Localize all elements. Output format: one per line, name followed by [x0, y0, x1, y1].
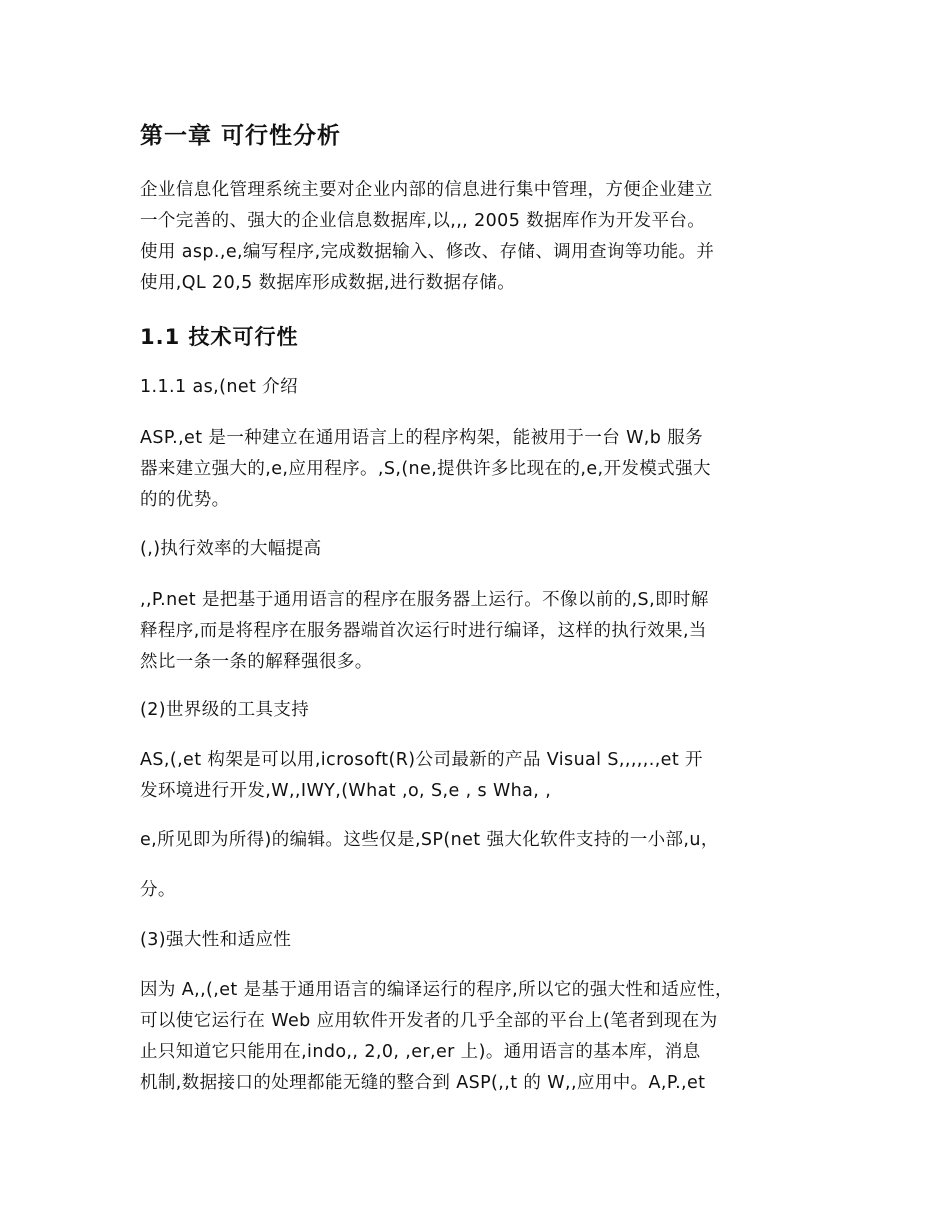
- intro-paragraph: [140, 175, 830, 299]
- text-line: AS,(,et 构架是可以用,icrosoft(R)公司最新的产品 Visual S,,,,,.,et 开: [140, 750, 703, 770]
- point2-continuation-end: 分。: [140, 880, 176, 900]
- text-line: 止只知道它只能用在,indo,, 2,0, ,er,er 上)。通用语言的基本库，消息: [140, 1042, 701, 1062]
- text-line: 发环境进行开发,W,,IWY,(What ,o, S,e , s Wha, ,: [140, 781, 552, 801]
- text-line: 器来建立强大的,e,应用程序。,S,(ne,提供许多比现在的,e,开发模式强大: [140, 459, 711, 479]
- chapter-title: 第一章 可行性分析: [140, 123, 342, 149]
- text-line: 然比一条一条的解释强很多。: [140, 652, 373, 672]
- point2-continuation: e,所见即为所得)的编辑。这些仅是,SP(net 强大化软件支持的一小部,u，: [140, 830, 719, 850]
- text-line: ASP.,et 是一种建立在通用语言上的程序构架，能被用于一台 W,b 服务: [140, 428, 704, 448]
- text-line: 可以使它运行在 Web 应用软件开发者的几乎全部的平台上(笔者到现在为: [140, 1011, 718, 1031]
- text-line: 释程序,而是将程序在服务器端首次运行时进行编译，这样的执行效果,当: [140, 621, 707, 641]
- text-line: 的的优势。: [140, 490, 230, 510]
- text-line: ,,P.net 是把基于通用语言的程序在服务器上运行。不像以前的,S,即时解: [140, 590, 709, 610]
- point2-paragraph: [140, 745, 830, 807]
- text-line: 机制,数据接口的处理都能无缝的整合到 ASP(,,t 的 W,,应用中。A,P.,et: [140, 1073, 706, 1093]
- section-title: 1.1 技术可行性: [140, 325, 299, 349]
- text-line: 企业信息化管理系统主要对企业内部的信息进行集中管理，方便企业建立: [140, 180, 713, 200]
- point3-title: (3)强大性和适应性: [140, 930, 292, 950]
- text-line: 因为 A,,(,et 是基于通用语言的编译运行的程序,所以它的强大性和适应性，: [140, 980, 733, 1000]
- text-line: 使用,QL 20,5 数据库形成数据,进行数据存储。: [140, 273, 516, 293]
- subsection-title: 1.1.1 as,(net 介绍: [140, 377, 299, 397]
- point1-title: (,)执行效率的大幅提高: [140, 539, 322, 559]
- point3-paragraph: [140, 975, 830, 1099]
- point2-title: (2)世界级的工具支持: [140, 700, 310, 720]
- text-line: 一个完善的、强大的企业信息数据库,以,,, 2005 数据库作为开发平台。: [140, 211, 706, 231]
- asp-intro-paragraph: [140, 423, 830, 516]
- point1-paragraph: [140, 585, 830, 678]
- text-line: 使用 asp.,e,编写程序,完成数据输入、修改、存储、调用查询等功能。并: [140, 242, 715, 262]
